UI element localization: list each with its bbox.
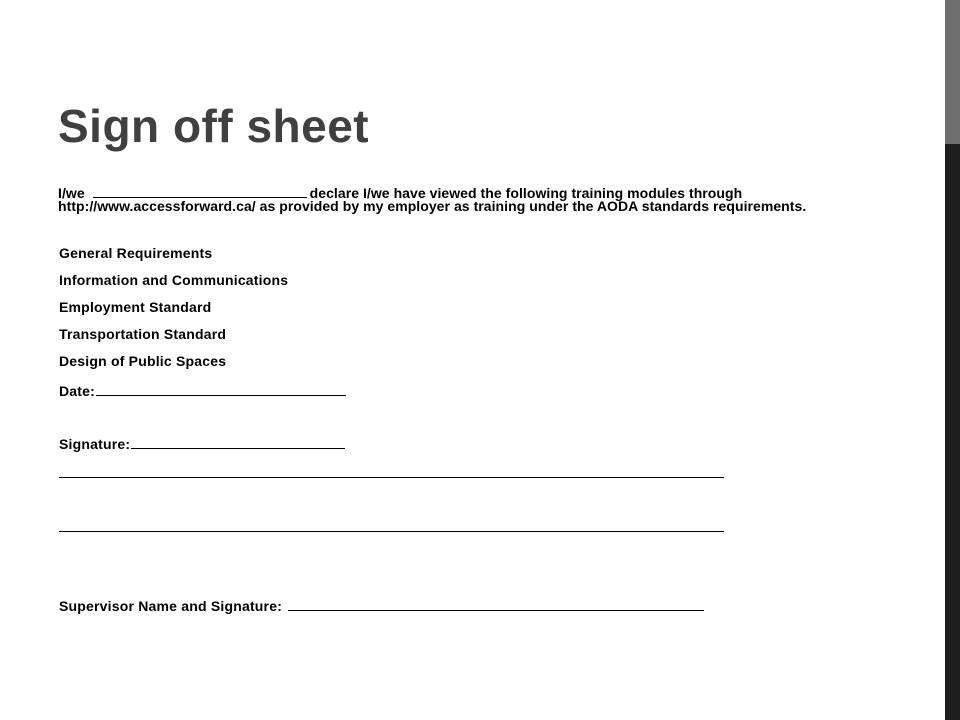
date-blank-line[interactable]	[96, 384, 346, 396]
module-item: Transportation Standard	[59, 326, 227, 342]
supervisor-label: Supervisor Name and Signature:	[59, 598, 283, 614]
module-item: Employment Standard	[59, 299, 212, 315]
slide-title: Sign off sheet	[58, 100, 370, 152]
declaration-text: declare I/we have viewed the following training modules through http://www.accessforward.ca/ as provided by my employer as training under the AODA standards requirements.	[58, 185, 807, 214]
date-label: Date:	[59, 383, 96, 399]
supervisor-field	[59, 598, 704, 614]
module-item: Design of Public Spaces	[59, 353, 227, 369]
side-bar-accent	[945, 0, 960, 144]
declaration-prefix: I/we	[58, 185, 85, 201]
name-blank-line[interactable]	[93, 186, 307, 198]
date-field	[59, 383, 346, 399]
signature-field	[59, 436, 345, 452]
declaration-paragraph	[58, 186, 818, 213]
signature-rule-line[interactable]	[59, 531, 724, 532]
supervisor-blank-line[interactable]	[288, 599, 704, 611]
signature-label: Signature:	[59, 436, 131, 452]
module-item: Information and Communications	[59, 272, 289, 288]
signature-blank-line[interactable]	[131, 437, 345, 449]
module-item: General Requirements	[59, 245, 213, 261]
signature-rule-line[interactable]	[59, 477, 724, 478]
